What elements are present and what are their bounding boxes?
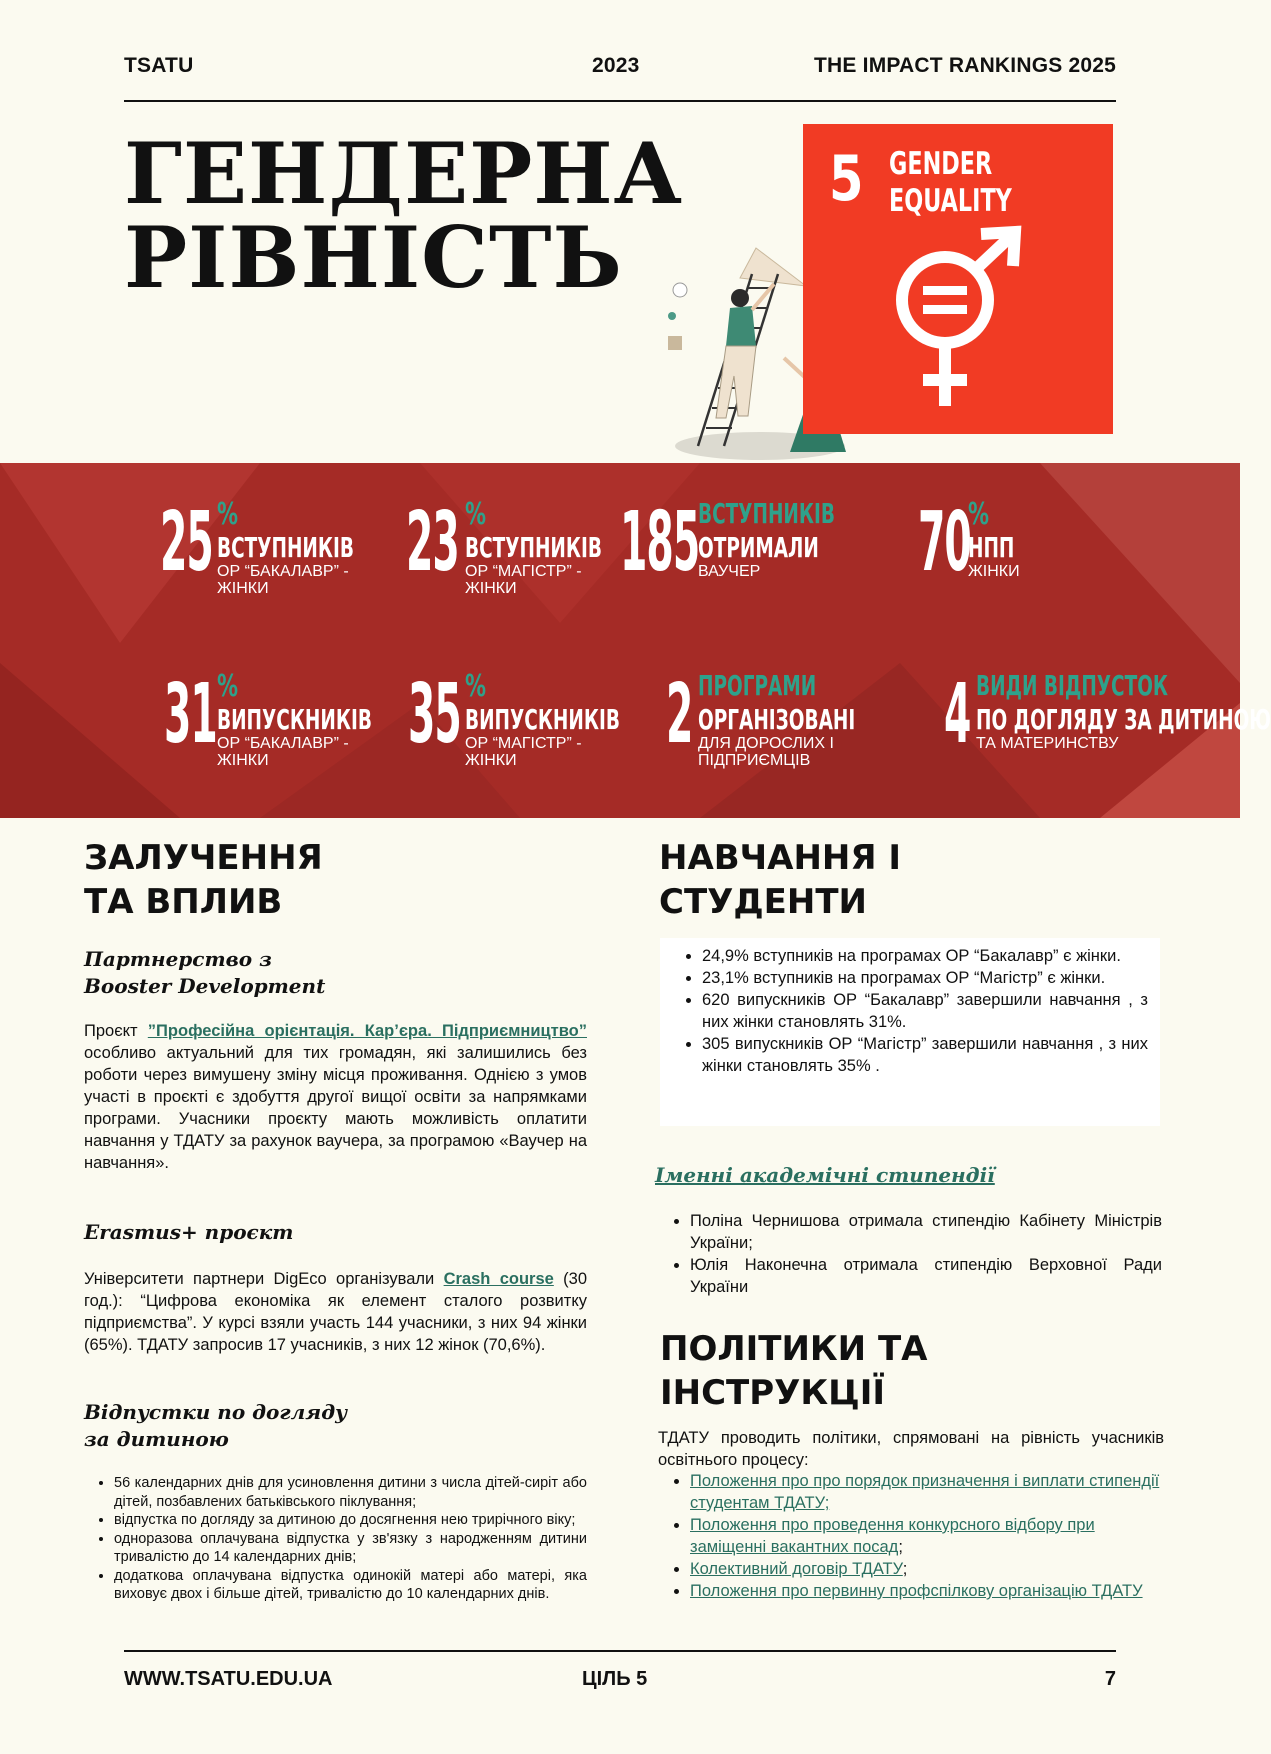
policies-paragraph: ТДАТУ проводить політики, спрямовані на рівність учасників освітнього процесу: [658,1429,1164,1469]
scholarships-link[interactable]: Іменні академічні стипендії [655,1163,995,1187]
stat-label-2: ОРГАНІЗОВАНІ [698,703,856,736]
header-report-title: THE IMPACT RANKINGS 2025 [814,54,1116,77]
career-project-link[interactable]: ”Професійна орієнтація. Кар’єра. Підприємництво” [147,1022,587,1040]
stat-value: 4 [944,667,971,762]
stat-label: ВИПУСКНИКІВ [217,703,372,736]
footer-website: WWW.TSATU.EDU.UA [124,1668,333,1690]
leave-list [88,1474,587,1604]
scholarships-list [664,1210,1162,1298]
stat-label: ВИДИ ВІДПУСТОК [976,669,1169,702]
stat-sub: ДЛЯ ДОРОСЛИХ І ПІДПРИЄМЦІВ [698,735,834,769]
page-number: 7 [1104,1668,1116,1690]
crash-course-link[interactable]: Crash course [443,1270,554,1288]
gender-equality-icon [895,230,1025,410]
stat-sub: ТА МАТЕРИНСТВУ [976,735,1119,752]
title-line-2: РІВНІСТЬ [124,208,623,307]
header-year: 2023 [592,54,640,77]
stat-value: 2 [666,667,693,762]
stat-value: 31 [164,667,217,762]
study-stats-list [676,945,1148,1077]
list-item: • Юлія Наконечна отримала стипендію Верховної Ради України [690,1254,1162,1298]
header-org: TSATU [124,54,194,77]
stat-value: 185 [620,495,700,590]
stats-band [0,463,1271,818]
sdg-label [889,146,1012,220]
list-item [690,1470,1164,1514]
stat-value: 25 [160,495,213,590]
page-title [124,124,684,307]
footer-goal: ЦІЛЬ 5 [582,1668,648,1690]
list-item: • 23,1% вступників на програмах ОР “Магістр” є жінки. [702,967,1148,989]
policy-link-trade-union[interactable]: Положення про первинну профспілкову організацію ТДАТУ [690,1582,1143,1600]
sdg-label-line-1: GENDER [889,146,993,182]
stat-sub: ОР “МАГІСТР” - ЖІНКИ [465,563,582,597]
stat-label-2: ОТРИМАЛИ [698,531,819,564]
subheading-childcare-leave: Відпустки по догляду за дитиною [84,1400,348,1451]
erasmus-paragraph: Університети партнери DigEco організували Crash course (30 год.): “Цифрова економіка як елемент сталого розвитку підприємства”. У курсі взяли участь 144 учасники, з них 94 жінки (65%). ТДАТУ запросив 17 учасників, з них 12 жінок (70,6%). [84,1270,588,1354]
sdg-label-line-2: EQUALITY [889,183,1012,219]
stat-label: ВСТУПНИКІВ [465,531,602,564]
section-heading-study: НАВЧАННЯ І СТУДЕНТИ [659,838,902,922]
stat-percent: % [217,669,239,704]
policies-list [664,1470,1164,1602]
list-item: • 620 випускників ОР “Бакалавр” завершили навчання , з них жінки становлять 31%. [702,989,1148,1033]
stat-sub: ЖІНКИ [968,563,1020,580]
section-heading-policies: ПОЛІТИКИ ТА ІНСТРУКЦІЇ [660,1329,928,1413]
stat-label: ВСТУПНИКІВ [698,497,835,530]
stat-percent: % [465,497,487,532]
stat-value: 70 [918,495,971,590]
list-item: • Колективний договір ТДАТУ; [690,1558,1164,1580]
stat-label: ВСТУПНИКІВ [217,531,354,564]
list-item: • 56 календарних днів для усиновлення дитини з числа дітей-сиріт або дітей, позбавлених батьківського піклування; [114,1474,587,1511]
list-item: • 305 випускників ОР “Магістр” завершили навчання , з них жінки становлять 35% . [702,1033,1148,1077]
stat-sub: ОР “БАКАЛАВР” - ЖІНКИ [217,563,349,597]
list-item [690,1580,1164,1602]
stat-value: 23 [406,495,459,590]
stat-percent: % [968,497,990,532]
stat-percent: % [465,669,487,704]
list-item: • одноразова оплачувана відпустка у зв'язку з народженням дитини тривалістю до 14 календарних днів; [114,1530,587,1567]
policy-link-collective-agreement[interactable]: Колективний договір ТДАТУ [690,1560,903,1578]
stat-sub: ОР “БАКАЛАВР” - ЖІНКИ [217,735,349,769]
stat-label: ПРОГРАМИ [698,669,817,702]
title-line-1: ГЕНДЕРНА [124,124,684,223]
policy-link-scholarship[interactable]: Положення про про порядок призначення і виплати стипендії студентам ТДАТУ; [690,1472,1160,1512]
subheading-erasmus: Erasmus+ проєкт [84,1220,294,1244]
stat-label: ВИПУСКНИКІВ [465,703,620,736]
section-heading-engagement: ЗАЛУЧЕННЯ ТА ВПЛИВ [84,838,323,922]
page-footer [124,1650,1116,1710]
subheading-partnership: Партнерство з Booster Development [84,947,326,998]
list-item: • Поліна Чернишова отримала стипендію Кабінету Міністрів України; [690,1210,1162,1254]
stat-sub: ВАУЧЕР [698,563,761,580]
page-header [124,50,1116,102]
stat-label: НПП [968,531,1015,564]
stat-value: 35 [408,667,461,762]
sdg-number: 5 [829,142,864,215]
stat-percent: % [217,497,239,532]
stat-label-2: ПО ДОГЛЯДУ ЗА ДИТИНОЮ [976,703,1271,736]
list-item: • 24,9% вступників на програмах ОР “Бакалавр” є жінки. [702,945,1148,967]
policy-link-competition[interactable]: Положення про проведення конкурсного відбору при заміщенні вакантних посад [690,1516,1095,1556]
sdg5-tile [803,124,1113,434]
list-item: • Положення про проведення конкурсного відбору при заміщенні вакантних посад; [690,1514,1164,1558]
list-item: • відпустка по догляду за дитиною до досягнення нею трирічного віку; [114,1511,587,1530]
stat-sub: ОР “МАГІСТР” - ЖІНКИ [465,735,582,769]
partnership-paragraph: Проєкт ”Професійна орієнтація. Кар’єра. Підприємництво” особливо актуальний для тих громадян, які залишились без роботи через вимушену зміну місця проживання. Однією з умов участі в проєкті є здобуття другої вищої освіти за напрямками програми. Учасники проєкту мають можливість оплатити навчання у ТДАТУ за рахунок ваучера, за програмою «Ваучер на навчання». [84,1022,587,1172]
list-item: • додаткова оплачувана відпустка одинокій матері або матері, яка виховує двох і більше дітей, тривалістю до 10 календарних днів. [114,1567,587,1604]
